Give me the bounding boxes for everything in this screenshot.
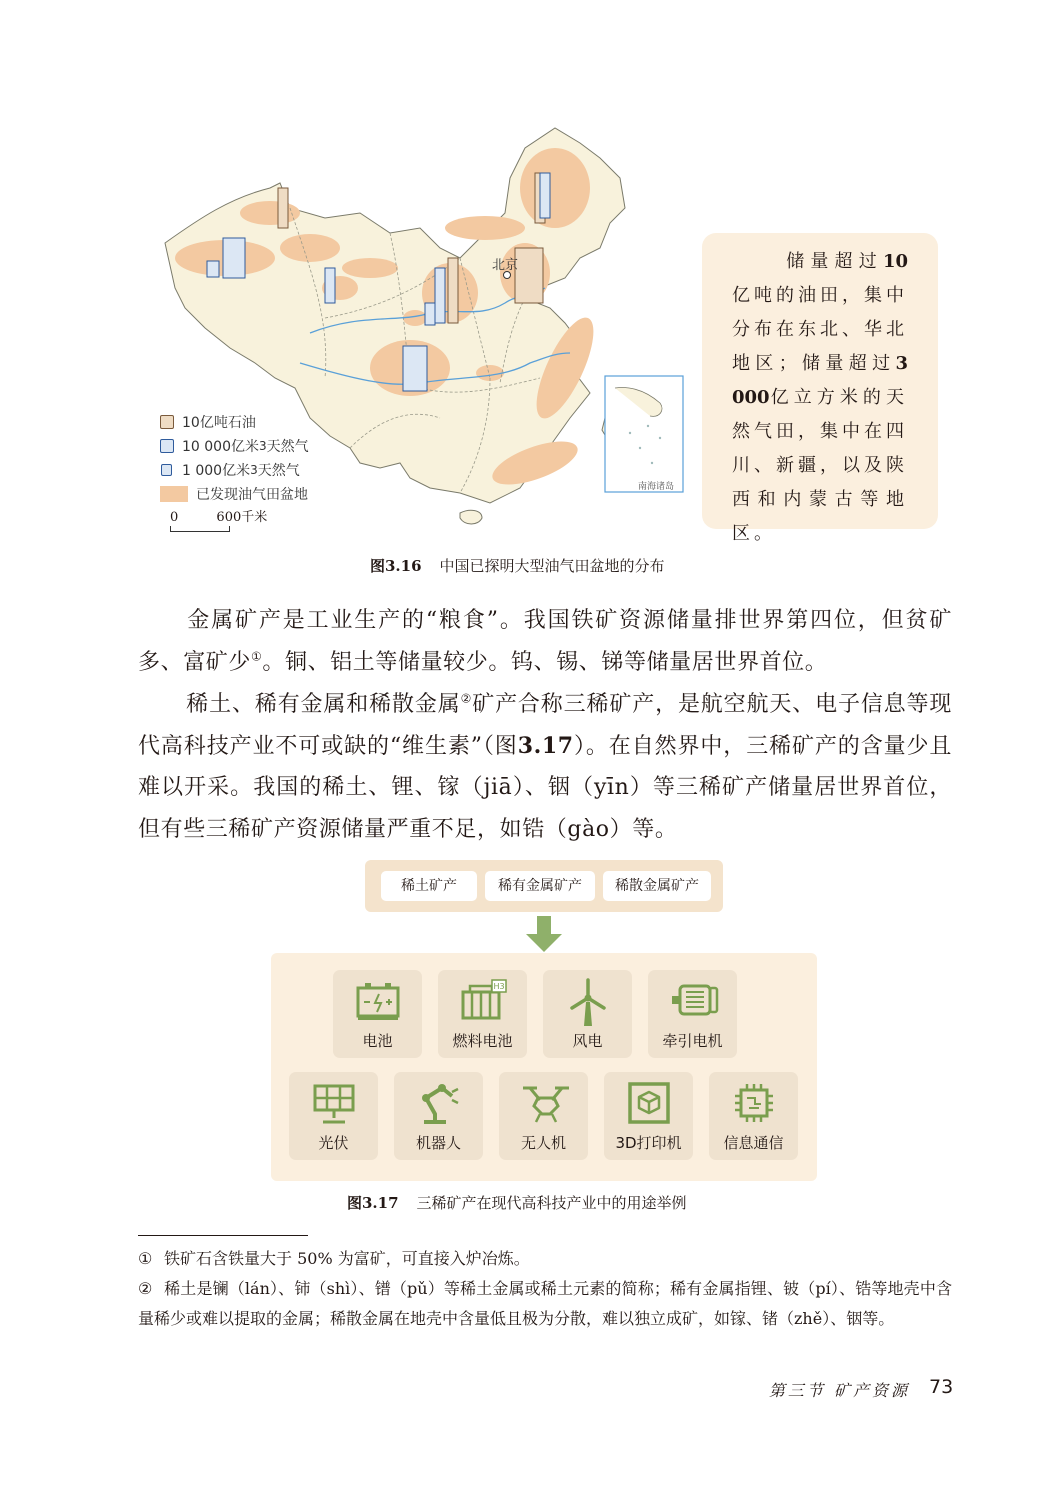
robot-arm-icon bbox=[416, 1080, 462, 1126]
oil-gas-map-figure bbox=[160, 118, 700, 538]
map-scale: 0 600千米 bbox=[170, 506, 267, 525]
oil-symbol-icon bbox=[160, 415, 174, 429]
use-card-drone: 无人机 bbox=[499, 1072, 588, 1160]
use-card-robot: 机器人 bbox=[394, 1072, 483, 1160]
use-card-3d-printer: 3D打印机 bbox=[604, 1072, 693, 1160]
use-card-fuel-cell: H3 燃料电池 bbox=[438, 970, 527, 1058]
page-number: 73 bbox=[929, 1376, 954, 1398]
section-footer: 第三节 矿产资源 bbox=[768, 1381, 910, 1400]
scale-bar bbox=[170, 526, 230, 532]
legend-basin: 已发现油气田盆地 bbox=[160, 482, 309, 506]
solar-panel-icon bbox=[311, 1080, 357, 1126]
map-legend bbox=[160, 410, 309, 506]
footnote-2: ② 稀土是镧（lán）、铈（shì）、镨（pǔ）等稀土金属或稀土元素的简称；稀有金属指锂、铍（pí）、锆等地壳中含量稀少或难以提取的金属；稀散金属在地壳中含量低且极为分散，难以独立成矿，如镓、锗（zhě）、铟等。 bbox=[138, 1279, 952, 1328]
down-arrow-icon bbox=[526, 916, 562, 954]
3d-printer-icon bbox=[626, 1080, 672, 1126]
footnote-divider bbox=[138, 1235, 308, 1236]
use-card-wind-power: 风电 bbox=[543, 970, 632, 1058]
inset-label: 南海诸岛 bbox=[638, 482, 675, 492]
paragraph-three-rare-minerals: 稀土、稀有金属和稀散金属②矿产合称三稀矿产，是航空航天、电子信息等现代高科技产业不可或缺的“维生素”（图3.17）。在自然界中，三稀矿产的含量少且难以开采。我国的稀土、锂、镓（jiā）、铟（yīn）等三稀矿产储量居世界首位，但有些三稀矿产资源储量严重不足，如锆（gào）等。 bbox=[138, 691, 953, 842]
mineral-chip-rare-earth: 稀土矿产 bbox=[381, 871, 477, 901]
use-card-battery: 电池 bbox=[333, 970, 422, 1058]
mineral-chip-dispersed-metal: 稀散金属矿产 bbox=[603, 871, 711, 901]
legend-oil: 10亿吨石油 bbox=[160, 410, 309, 434]
footnote-1: ① 铁矿石含铁量大于 50% 为富矿，可直接入炉冶炼。 bbox=[138, 1249, 530, 1268]
paragraph-metal-minerals: 金属矿产是工业生产的“粮食”。我国铁矿资源储量排世界第四位，但贫矿多、富矿少①。铜、铝土等储量较少。钨、锡、锑等储量居世界首位。 bbox=[138, 608, 952, 675]
use-card-photovoltaic: 光伏 bbox=[289, 1072, 378, 1160]
figure-3-17-caption: 图3.17 三稀矿产在现代高科技产业中的用途举例 bbox=[347, 1194, 687, 1212]
gas-large-symbol-icon bbox=[160, 439, 174, 453]
fuel-cell-icon bbox=[460, 978, 510, 1024]
svg-text:H3: H3 bbox=[493, 982, 505, 991]
side-note: 储量超过10亿吨的油田，集中分布在东北、华北地区；储量超过3 000亿立方米的天然气田，集中在四川、新疆，以及陕西和内蒙古等地区。 bbox=[702, 233, 938, 529]
uses-panel bbox=[271, 953, 817, 1181]
use-card-traction-motor: 牵引电机 bbox=[648, 970, 737, 1058]
legend-gas-large: 10 000亿米 3 天然气 bbox=[160, 434, 309, 458]
battery-icon bbox=[355, 978, 401, 1024]
chip-icon bbox=[731, 1080, 777, 1126]
drone-icon bbox=[521, 1080, 571, 1126]
legend-gas-small: 1 000亿米 3 天然气 bbox=[160, 458, 309, 482]
use-card-telecom: 信息通信 bbox=[709, 1072, 798, 1160]
figure-3-16-caption: 图3.16 中国已探明大型油气田盆地的分布 bbox=[370, 557, 665, 575]
basin-swatch-icon bbox=[160, 486, 188, 502]
mineral-types-panel bbox=[365, 860, 723, 912]
gas-small-symbol-icon bbox=[161, 464, 172, 476]
beijing-label: 北京 bbox=[492, 258, 519, 273]
mineral-chip-rare-metal: 稀有金属矿产 bbox=[485, 871, 595, 901]
motor-icon bbox=[670, 978, 720, 1024]
wind-turbine-icon bbox=[565, 978, 611, 1028]
